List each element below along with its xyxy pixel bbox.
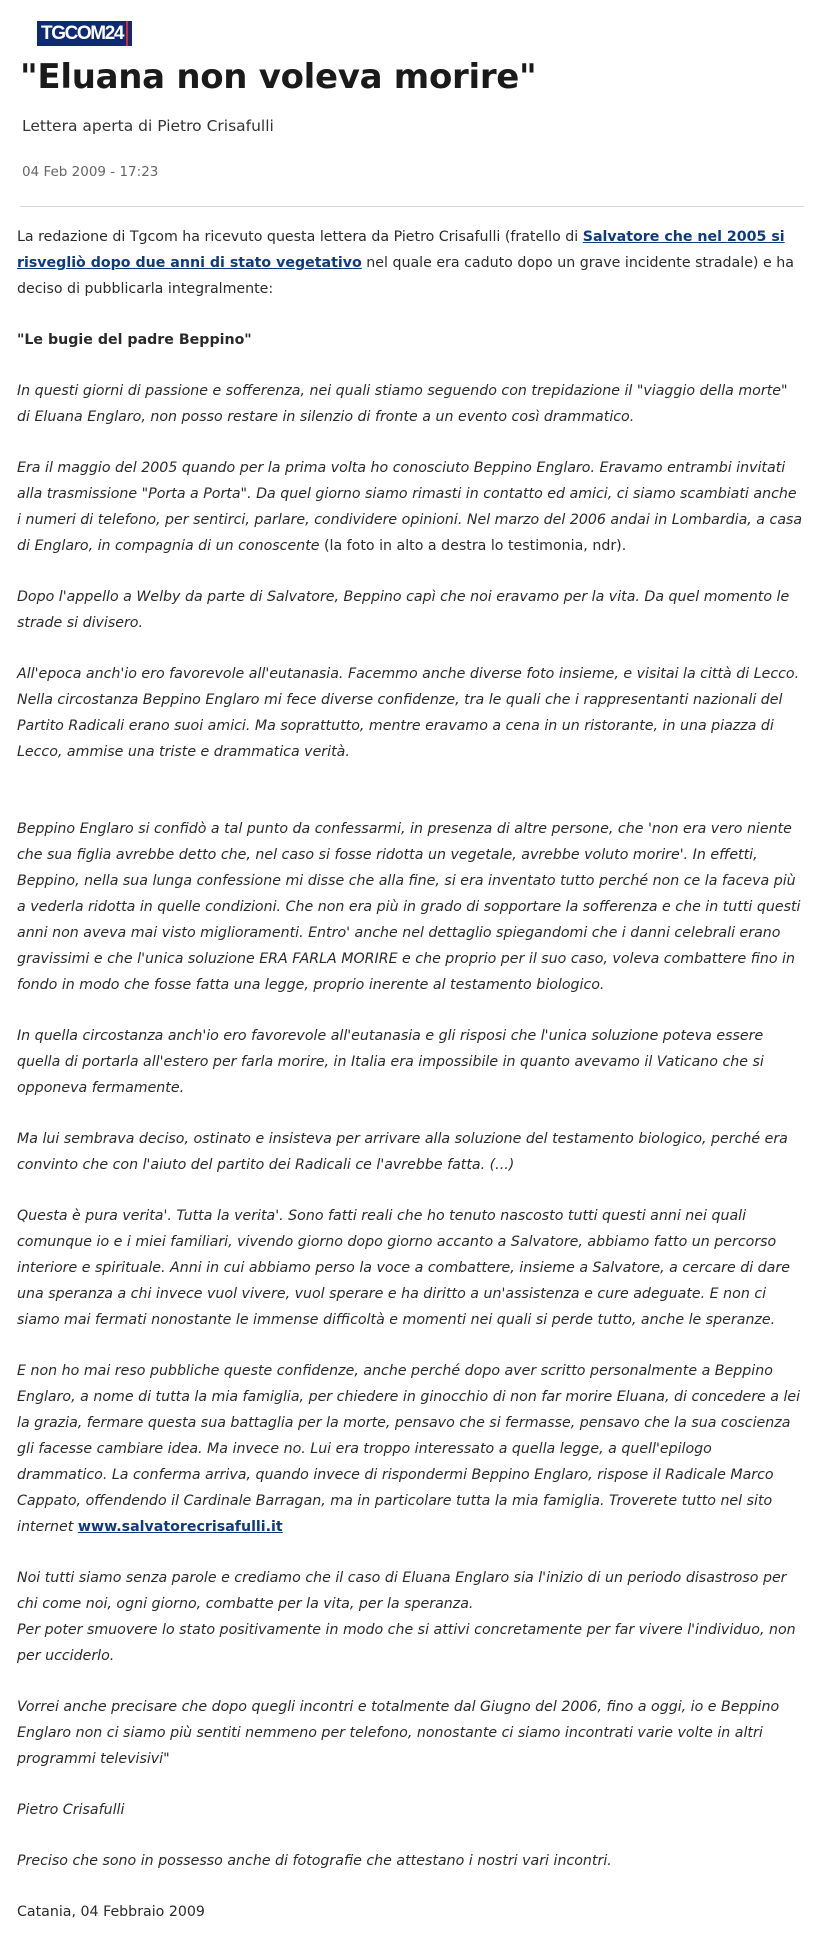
letter-paragraph: Era il maggio del 2005 quando per la prima volta ho conosciuto Beppino Englaro. Eravamo entrambi invitati alla trasmissione "Porta a Porta". Da quel giorno siamo rimasti in contatto ed amici, ci siamo scambiati anche i numeri di telefono, per sentirci, parlare, condividere opinioni. Nel marzo del 2006 andai in Lombardia, a casa di Englaro, in compagnia di un conoscente (la foto in alto a destra lo testimonia, ndr). — [17, 460, 803, 554]
article-body — [17, 224, 803, 1950]
letter-paragraph: Beppino Englaro si confidò a tal punto da confessarmi, in presenza di altre persone, che 'non era vero niente che sua figlia avrebbe detto che, nel caso si fosse ridotta un vegetale, avrebbe voluto morire'. In effetti, Beppino, nella sua lunga confessione mi disse che alla fine, si era inventato tutto perché non ce la faceva più a vederla ridotta in quelle condizioni. Che non era più in grado di sopportare la sofferenza e che in tutti questi anni non aveva mai visto miglioramenti. Entro' anche nel dettaglio spiegandomi che i danni celebrali erano gravissimi e che l'unica soluzione ERA FARLA MORIRE e che proprio per il suo caso, voleva combattere fino in fondo in modo che fosse fatta una legge, proprio inerente al testamento biologico. — [17, 821, 801, 993]
intro-paragraph: La redazione di Tgcom ha ricevuto questa lettera da Pietro Crisafulli (fratello di Salvatore che nel 2005 si risvegliò dopo due anni di stato vegetativo nel quale era caduto dopo un grave incidente stradale) e ha deciso di pubblicarla integralmente: — [17, 229, 794, 297]
letter-heading: "Le bugie del padre Beppino" — [17, 332, 252, 348]
letter-place-date: Catania, 04 Febbraio 2009 — [17, 1904, 205, 1920]
letter-postscript: Preciso che sono in possesso anche di fotografie che attestano i nostri vari incontri. — [17, 1853, 612, 1869]
letter-paragraph: Questa è pura verita'. Tutta la verita'. Sono fatti reali che ho tenuto nascosto tutti questi anni nei quali comunque io e i miei familiari, vivendo giorno dopo giorno accanto a Salvatore, abbiamo fatto un percorso interiore e spirituale. Anni in cui abbiamo perso la voce a combattere, insieme a Salvatore, a cercare di dare una speranza a chi invece vuol vivere, vuol sperare e ha diritto a un'assistenza e cure adeguate. E non ci siamo mai fermati nonostante le immense difficoltà e momenti nei quali si perde tutto, anche le speranze. — [17, 1208, 790, 1328]
logo-text: TGCOM — [41, 23, 105, 44]
letter-paragraph: Ma lui sembrava deciso, ostinato e insisteva per arrivare alla soluzione del testamento biologico, perché era convinto che con l'aiuto del partito dei Radicali ce l'avrebbe fatta. (...) — [17, 1131, 788, 1173]
salvatorecrisafulli-website-link[interactable]: www.salvatorecrisafulli.it — [77, 1519, 283, 1535]
page-title: "Eluana non voleva morire" — [20, 57, 537, 97]
tgcom24-logo[interactable] — [37, 21, 132, 46]
article-subtitle: Lettera aperta di Pietro Crisafulli — [22, 117, 274, 135]
letter-signature: Pietro Crisafulli — [17, 1802, 125, 1818]
letter-paragraph: Per poter smuovere lo stato positivamente in modo che si attivi concretamente per far vivere l'individuo, non per ucciderlo. — [17, 1622, 796, 1664]
letter-paragraph: Vorrei anche precisare che dopo quegli incontri e totalmente dal Giugno del 2006, fino a oggi, io e Beppino Englaro non ci siamo più sentiti nemmeno per telefono, nonostante ci siamo incontrati varie volte in altri programmi televisivi" — [17, 1699, 780, 1767]
logo-accent-bar — [126, 21, 128, 46]
publish-date: 04 Feb 2009 - 17:23 — [22, 164, 159, 180]
letter-paragraph: In quella circostanza anch'io ero favorevole all'eutanasia e gli risposi che l'unica soluzione poteva essere quella di portarla all'estero per farla morire, in Italia era impossibile in quanto avevamo il Vaticano che si opponeva fermamente. — [17, 1028, 764, 1096]
letter-paragraph: All'epoca anch'io ero favorevole all'eutanasia. Facemmo anche diverse foto insieme, e visitai la città di Lecco. Nella circostanza Beppino Englaro mi fece diverse confidenze, tra le quali che i rappresentanti nazionali del Partito Radicali erano suoi amici. Ma soprattutto, mentre eravamo a cena in un ristorante, in una piazza di Lecco, ammise una triste e drammatica verità. — [17, 666, 800, 760]
logo-number: 24 — [104, 23, 124, 44]
letter-paragraph: Noi tutti siamo senza parole e crediamo che il caso di Eluana Englaro sia l'inizio di un periodo disastroso per chi come noi, ogni giorno, combatte per la vita, per la speranza. — [17, 1570, 787, 1612]
salvatore-article-link[interactable]: Salvatore che nel 2005 si risvegliò dopo due anni di stato vegetativo — [17, 229, 785, 271]
letter-paragraph: Dopo l'appello a Welby da parte di Salvatore, Beppino capì che noi eravamo per la vita. Da quel momento le strade si divisero. — [17, 589, 790, 631]
letter-paragraph: In questi giorni di passione e sofferenza, nei quali stiamo seguendo con trepidazione il "viaggio della morte" di Eluana Englaro, non posso restare in silenzio di fronte a un evento così drammatico. — [17, 383, 788, 425]
header-divider — [20, 206, 804, 207]
letter-paragraph: E non ho mai reso pubbliche queste confidenze, anche perché dopo aver scritto personalmente a Beppino Englaro, a nome di tutta la mia famiglia, per chiedere in ginocchio di non far morire Eluana, di concedere a lei la grazia, fermare questa sua battaglia per la morte, pensavo che si fermasse, pensavo che la sua coscienza gli facesse cambiare idea. Ma invece no. Lui era troppo interessato a quella legge, a quell'epilogo drammatico. La conferma arriva, quando invece di rispondermi Beppino Englaro, rispose il Radicale Marco Cappato, offendendo il Cardinale Barragan, ma in particolare tutta la mia famiglia. Troverete tutto nel sito internet www.salvatorecrisafulli.it — [17, 1363, 801, 1535]
